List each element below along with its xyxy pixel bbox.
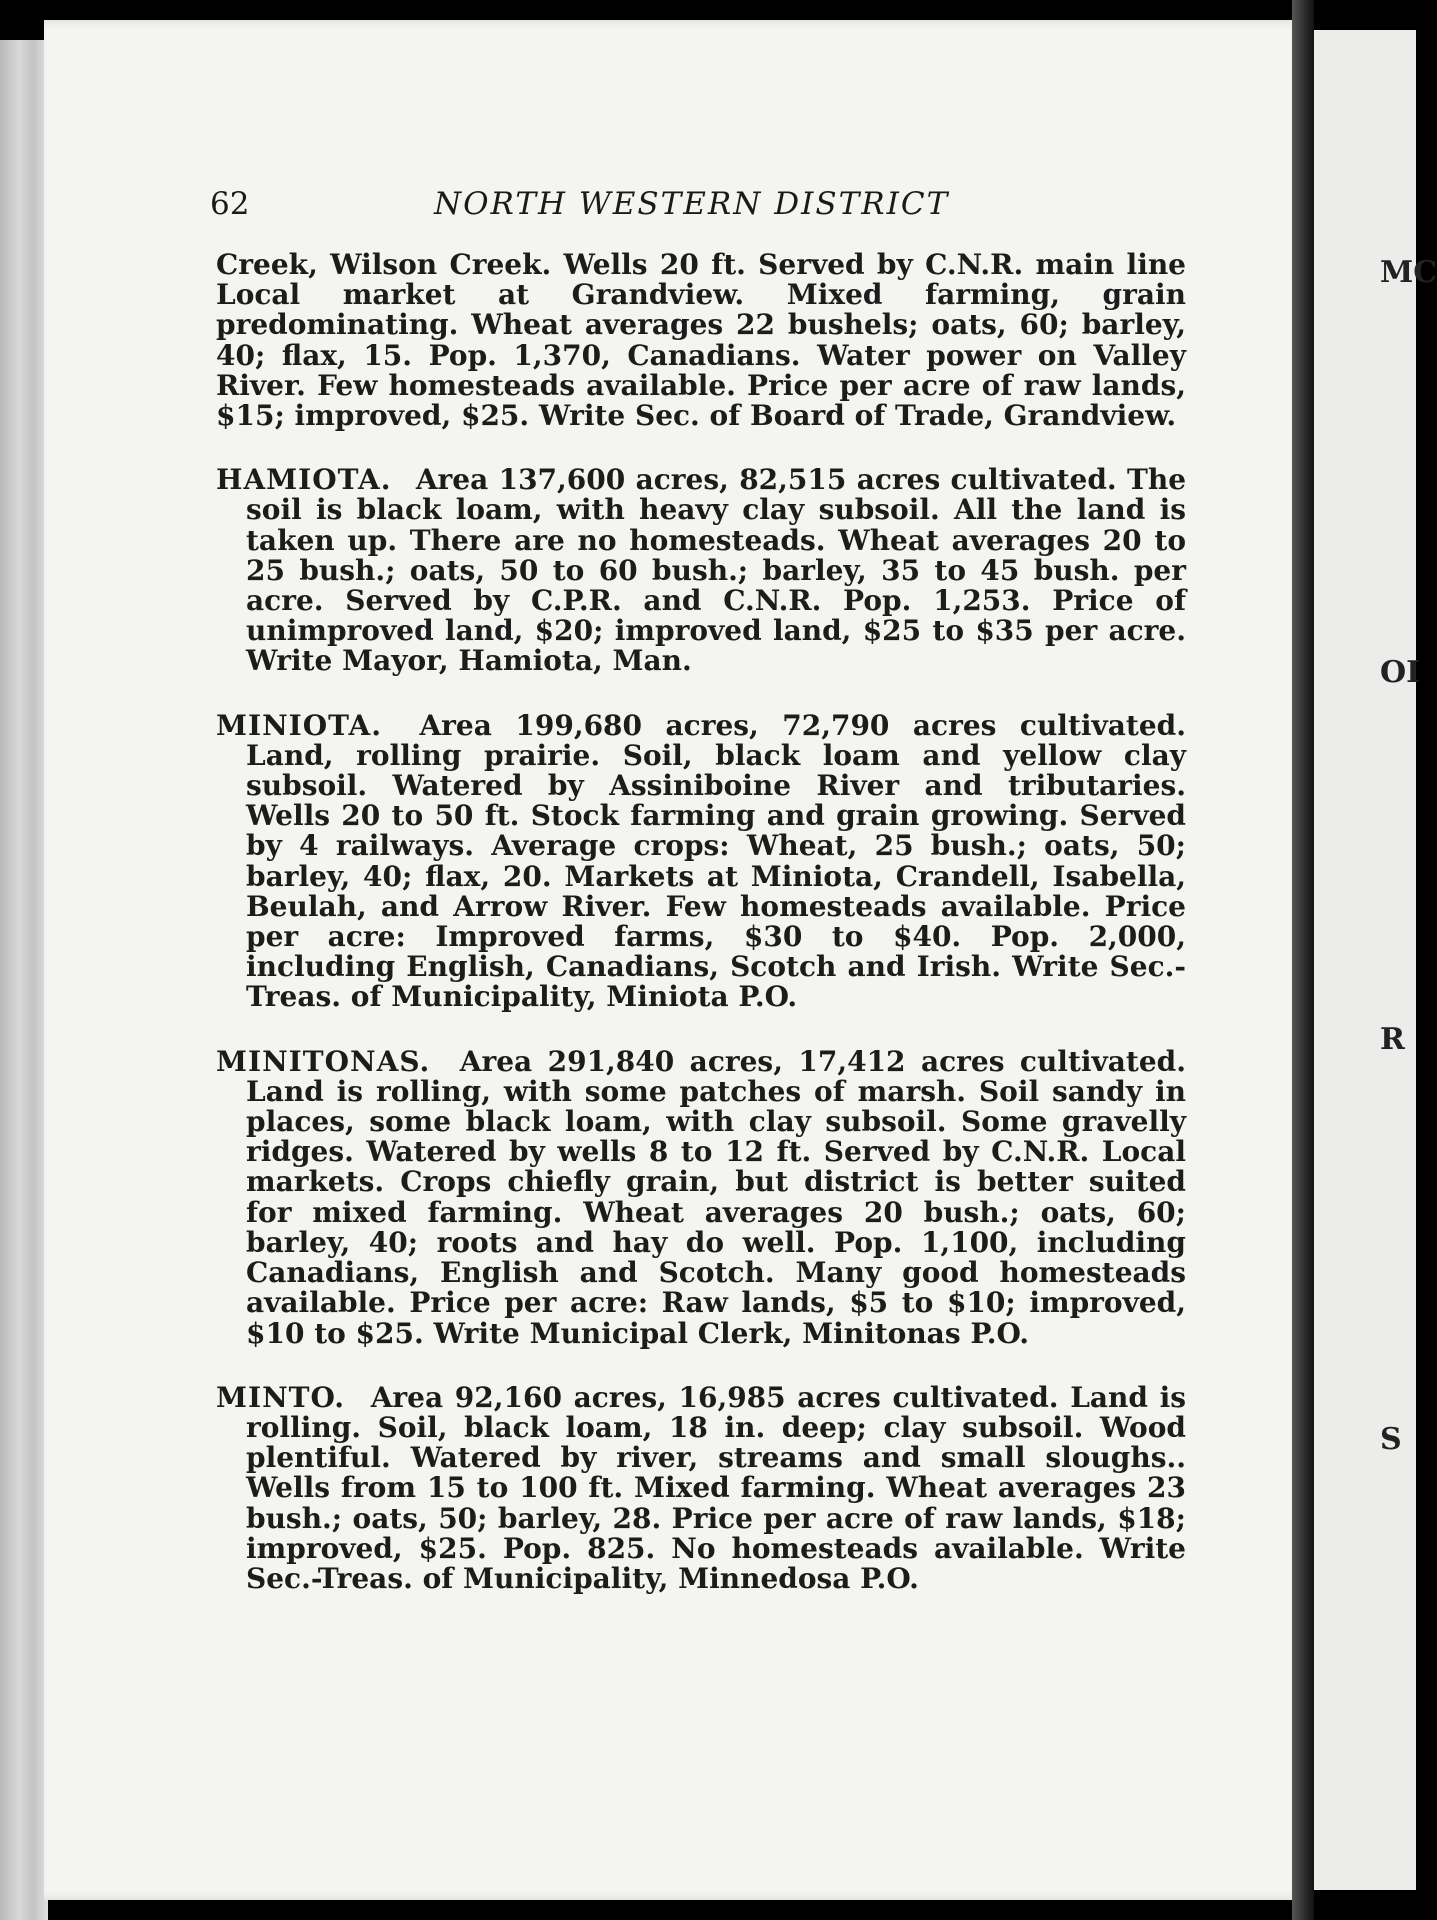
right-page-fragment: OI bbox=[1380, 655, 1421, 690]
entry-miniota bbox=[216, 708, 1187, 1014]
entry-minitonas bbox=[216, 1044, 1187, 1350]
page-body bbox=[216, 250, 1186, 1628]
entry-hamiota bbox=[216, 465, 1186, 676]
right-page-fragment: R bbox=[1380, 1022, 1405, 1057]
book-page-edges bbox=[0, 40, 48, 1920]
entry-text: Area 291,840 acres, 17,412 acres cultivated. Land is rolling, with some patches of marsh. Soil sandy in places, some black loam, with clay subsoil. Some gravelly ridges. Watered by wells 8 to 12 ft. Served by C.N.R. Local markets. Crops chiefly grain, but district is better suited for mixed farming. Wheat averages 20 bush.; oats, 60; barley, 40; roots and hay do well. Pop. 1,100, including Canadians, English and Scotch. Many good homesteads available. Price per acre: Raw lands, $5 to $10; improved, $10 to $25. Write Municipal Clerk, Minitonas P.O. bbox=[246, 1044, 1187, 1350]
entry-text: Area 92,160 acres, 16,985 acres cultivated. Land is rolling. Soil, black loam, 18 in. deep; clay subsoil. Wood plentiful. Watered by river, streams and small sloughs.. Wells from 15 to 100 ft. Mixed farming. Wheat averages 23 bush.; oats, 50; barley, 28. Price per acre of raw lands, $18; improved, $25. Pop. 825. No homesteads available. Write Sec.-Treas. of Municipality, Minnedosa P.O. bbox=[246, 1380, 1187, 1595]
page-header-title: NORTH WESTERN DISTRICT bbox=[434, 186, 950, 222]
entry-text: Area 137,600 acres, 82,515 acres cultivated. The soil is black loam, with heavy clay subsoil. All the land is taken up. There are no homesteads. Wheat averages 20 to 25 bush.; oats, 50 to 60 bush.; barley, 35 to 45 bush. per acre. Served by C.P.R. and C.N.R. Pop. 1,253. Price of unimproved land, $20; improved land, $25 to $35 per acre. Write Mayor, Hamiota, Man. bbox=[246, 463, 1187, 678]
entry-text: Area 199,680 acres, 72,790 acres cultivated. Land, rolling prairie. Soil, black loam and yellow clay subsoil. Watered by Assiniboine River and tributaries. Wells 20 to 50 ft. Stock farming and grain growing. Served by 4 railways. Average crops: Wheat, 25 bush.; oats, 50; barley, 40; flax, 20. Markets at Miniota, Crandell, Isabella, Beulah, and Arrow River. Few homesteads available. Price per acre: Improved farms, $30 to $40. Pop. 2,000, including English, Canadians, Scotch and Irish. Write Sec.-Treas. of Municipality, Miniota P.O. bbox=[246, 708, 1187, 1014]
right-page-fragment: S bbox=[1380, 1422, 1402, 1457]
right-page-edge bbox=[1314, 30, 1416, 1890]
entry-name: HAMIOTA. bbox=[216, 463, 392, 497]
page-number: 62 bbox=[210, 186, 250, 222]
continuation-paragraph: Creek, Wilson Creek. Wells 20 ft. Served by C.N.R. main line Local market at Grandview. Mixed farming, grain predominating. Wheat averages 22 bushels; oats, 60; barley, 40; flax, 15. Pop. 1,370, Canadians. Water power on Valley River. Few homesteads available. Price per acre of raw lands, $15; improved, $25. Write Sec. of Board of Trade, Grandview. bbox=[216, 248, 1186, 433]
entry-name: MINITONAS. bbox=[216, 1044, 431, 1078]
book-gutter bbox=[1292, 0, 1314, 1920]
entry-name: MINTO. bbox=[216, 1380, 346, 1414]
entry-minto bbox=[216, 1380, 1187, 1595]
right-page-fragment: MC bbox=[1380, 255, 1437, 290]
entry-name: MINIOTA. bbox=[216, 708, 382, 742]
